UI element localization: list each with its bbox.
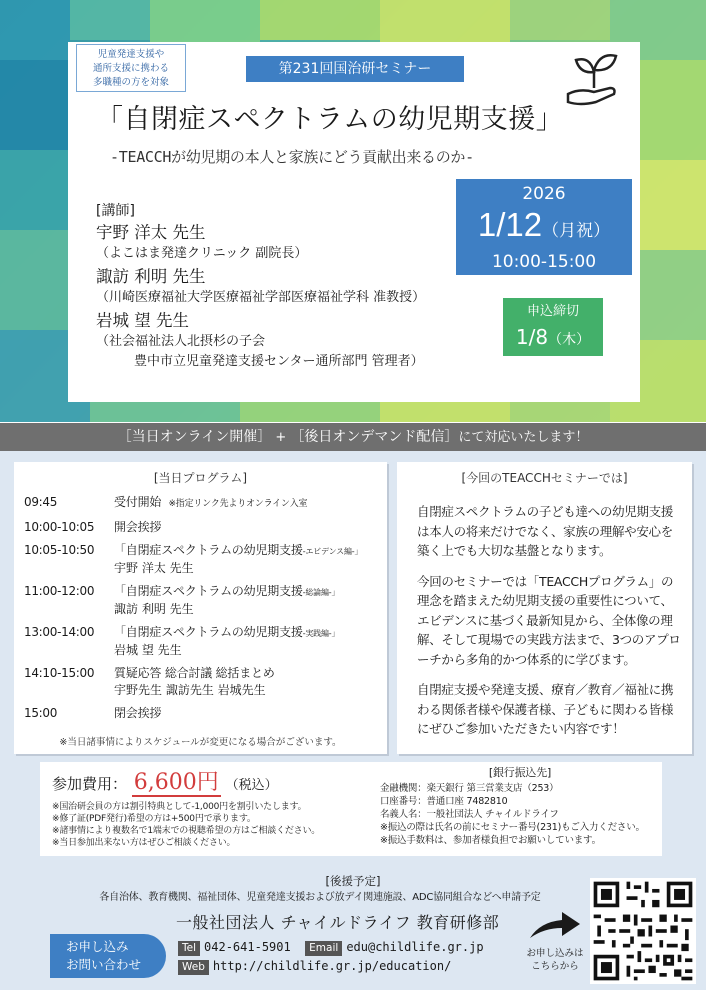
on-demand-label: ［後日オンデマンド配信］ xyxy=(290,429,459,445)
fee-section xyxy=(52,768,372,849)
program-time: 13:00-14:00 xyxy=(24,625,95,639)
program-speaker: 諏訪 利明 先生 xyxy=(114,602,194,616)
arrow-right-icon xyxy=(526,908,584,944)
program-row xyxy=(24,705,384,722)
program-time: 14:10-15:00 xyxy=(24,666,95,680)
decor-tile xyxy=(380,400,510,422)
about-paragraph: 今回のセミナーでは「TEACCHプログラム」の理念を踏まえた幼児期支援の重要性について、エビデンスに基づく最新知見から、全体像の理解、そして現場での実践方法まで、3つのアプローチから多角的かつ体系的に学びます。 xyxy=(417,573,681,667)
program-speaker: 宇野 洋太 先生 xyxy=(114,561,194,575)
plant-sprout-icon xyxy=(560,48,624,108)
online-live-label: ［当日オンライン開催］ xyxy=(117,429,272,445)
program-desc xyxy=(114,624,384,642)
fee-amount: 6,600円 xyxy=(133,770,219,795)
fee-note: ※修了証(PDF発行)希望の方は+500円で承ります。 xyxy=(52,814,256,824)
bank-line: ※振込の際は氏名の前にセミナー番号(231)もご入力ください。 xyxy=(380,822,645,833)
fee-label: 参加費用： xyxy=(52,775,128,793)
fee-line xyxy=(52,768,372,801)
decor-tile xyxy=(510,402,610,422)
lecturer-name: 宇野 洋太 先生 xyxy=(96,223,206,242)
program-footnote: ※当日諸事情によりスケジュールが変更になる場合がございます。 xyxy=(59,737,342,748)
apply-line: お問い合わせ xyxy=(66,957,142,972)
bank-line: ※振込手数料は、参加者様負担でお願いしています。 xyxy=(380,835,601,846)
program-row xyxy=(24,665,384,682)
deadline-label: 申込締切 xyxy=(526,304,579,319)
decor-tile xyxy=(70,0,150,40)
decor-tile xyxy=(0,0,70,60)
program-desc-text: 開会挨拶 xyxy=(114,520,162,534)
tel-label: Tel xyxy=(178,941,200,956)
bank-line: 名義人名：一般社団法人 チャイルドライフ xyxy=(380,809,559,820)
deadline-day: 1/8 xyxy=(515,325,549,349)
organization-name: 一般社団法人 チャイルドライフ 教育研修部 xyxy=(176,913,500,932)
event-year: 2026 xyxy=(522,184,566,204)
online-format-bar xyxy=(0,423,706,451)
contact-info xyxy=(178,938,484,976)
lecturer-name: 岩城 望 先生 xyxy=(96,311,189,330)
qr-caption-line: お申し込みは xyxy=(526,948,584,959)
audience-line: 通所支援に携わる xyxy=(92,63,169,74)
program-time: 11:00-12:00 xyxy=(24,584,95,598)
program-desc-text: 受付開始 xyxy=(114,495,162,509)
program-note: -総論編-」 xyxy=(302,588,340,597)
web-link[interactable]: http://childlife.gr.jp/education/ xyxy=(212,959,452,973)
lecturer-affiliation-cont: 豊中市立児童発達支援センター通所部門 管理者） xyxy=(134,354,424,369)
lecturer-name: 諏訪 利明 先生 xyxy=(96,267,206,286)
decor-tile xyxy=(640,60,706,160)
support-heading: [後援予定] xyxy=(325,874,381,888)
plus-sign: + xyxy=(271,430,291,445)
program-box xyxy=(14,462,387,754)
decor-tile xyxy=(0,230,68,330)
decor-tile xyxy=(640,250,706,340)
program-note: -エビデンス編-」 xyxy=(302,547,363,556)
event-date-box xyxy=(456,179,632,275)
fee-tax: （税込） xyxy=(225,778,278,793)
deadline-date xyxy=(503,324,603,353)
decor-tile xyxy=(380,0,510,42)
bank-line: 金融機関：楽天銀行 第三営業支店（253） xyxy=(380,783,559,794)
online-bar-suffix: にて対応いたします！ xyxy=(458,430,589,445)
bank-line: 口座番号：普通口座 7482810 xyxy=(380,796,508,807)
lecturer-affiliation: （よこはま発達クリニック 副院長） xyxy=(96,246,308,261)
lecturer-affiliation: （川崎医療福祉大学医療福祉学部医療福祉学科 准教授） xyxy=(96,290,426,305)
tel-number[interactable]: 042-641-5901 xyxy=(204,940,291,954)
about-box xyxy=(397,462,692,754)
lecturer-item xyxy=(96,222,516,264)
decor-tile xyxy=(240,402,380,422)
decor-tile xyxy=(510,0,610,40)
qr-code-icon[interactable] xyxy=(590,878,696,984)
event-time: 10:00-15:00 xyxy=(491,252,597,272)
decor-tile xyxy=(260,0,380,40)
program-row xyxy=(24,624,384,642)
program-desc-text: 「自閉症スペクトラムの幼児期支援 xyxy=(114,625,303,639)
program-heading: [当日プログラム] xyxy=(153,471,248,485)
support-text: 各自治体、教育機関、福祉団体、児童発達支援および放デイ関連施設、ADC協同組合などへ申請予定 xyxy=(99,892,541,903)
email-link[interactable]: edu@childlife.gr.jp xyxy=(346,940,484,954)
decor-tile xyxy=(640,160,706,250)
fee-box xyxy=(40,762,662,856)
program-time: 10:00-10:05 xyxy=(24,520,95,534)
lecturer-item xyxy=(96,266,516,308)
program-desc-text: 閉会挨拶 xyxy=(114,706,162,720)
event-weekday: （月祝） xyxy=(542,221,611,240)
fee-notes xyxy=(52,801,372,849)
program-desc xyxy=(114,583,384,601)
bank-section xyxy=(380,766,660,847)
fee-note: ※国治研会員の方は割引特典として-1,000円を割引いたします。 xyxy=(52,802,307,812)
event-day: 1/12 xyxy=(477,206,543,243)
program-note: ※指定リンク先よりオンライン入室 xyxy=(168,499,308,509)
seminar-number: 第231回国治研セミナー xyxy=(246,56,464,82)
program-time: 15:00 xyxy=(24,706,58,720)
program-desc-text: 「自閉症スペクトラムの幼児期支援 xyxy=(114,584,303,598)
decor-tile xyxy=(90,400,240,422)
about-paragraph: 自閉症スペクトラムの子ども達への幼児期支援は本人の将来だけでなく、家族の理解や安心を築く上でも大切な基盤となります。 xyxy=(417,504,674,558)
about-paragraph: 自閉症支援や発達支援、療育／教育／福祉に携わる関係者様や保護者様、子どもに関わる皆様にぜひご参加いただきたい内容です！ xyxy=(417,682,674,736)
program-row xyxy=(24,519,384,536)
lecturer-item xyxy=(96,310,516,372)
about-text xyxy=(417,502,683,750)
apply-line: お申し込み xyxy=(66,939,129,954)
program-time: 10:05-10:50 xyxy=(24,543,95,557)
lecturers-heading: [講師] xyxy=(96,203,135,219)
fee-note: ※当日参加出来ない方はぜひご相談ください。 xyxy=(52,838,236,848)
about-heading: [今回のTEACCHセミナーでは] xyxy=(461,471,628,485)
program-row xyxy=(24,542,384,560)
program-desc-text: 質疑応答 総合討議 総括まとめ xyxy=(114,666,275,680)
program-desc xyxy=(114,494,384,513)
deadline-box xyxy=(503,298,603,356)
page-title: 「自閉症スペクトラムの幼児期支援」 xyxy=(96,104,564,135)
qr-caption xyxy=(518,947,592,973)
lecturers-section xyxy=(96,200,516,374)
program-list xyxy=(24,494,384,722)
program-note: -実践編-」 xyxy=(302,629,340,638)
program-speaker: 宇野先生 諏訪先生 岩城先生 xyxy=(114,683,266,697)
audience-line: 児童発達支援や xyxy=(97,49,165,60)
audience-line: 多職種の方を対象 xyxy=(92,77,169,88)
deadline-weekday: （木） xyxy=(548,332,591,348)
program-desc xyxy=(114,542,384,560)
audience-label xyxy=(76,44,186,92)
apply-badge xyxy=(50,934,166,978)
fee-note: ※諸事情により複数名で1端末での視聴希望の方はご相談ください。 xyxy=(52,826,321,836)
bank-heading: [銀行振込先] xyxy=(488,766,552,779)
lecturer-affiliation: （社会福祉法人北摂杉の子会 xyxy=(96,334,266,349)
page-subtitle: -TEACCHが幼児期の本人と家族にどう貢献出来るのか- xyxy=(110,148,474,166)
decor-tile xyxy=(0,60,68,150)
decor-tile xyxy=(0,150,68,230)
web-label: Web xyxy=(178,960,209,975)
qr-caption-line: こちらから xyxy=(531,961,579,972)
program-row xyxy=(24,494,384,513)
event-date xyxy=(456,206,632,250)
decor-tile xyxy=(150,0,260,42)
program-desc-text: 「自閉症スペクトラムの幼児期支援 xyxy=(114,543,303,557)
program-speaker: 岩城 望 先生 xyxy=(114,643,182,657)
program-row xyxy=(24,583,384,601)
email-label: Email xyxy=(305,941,342,956)
program-time: 09:45 xyxy=(24,495,58,509)
